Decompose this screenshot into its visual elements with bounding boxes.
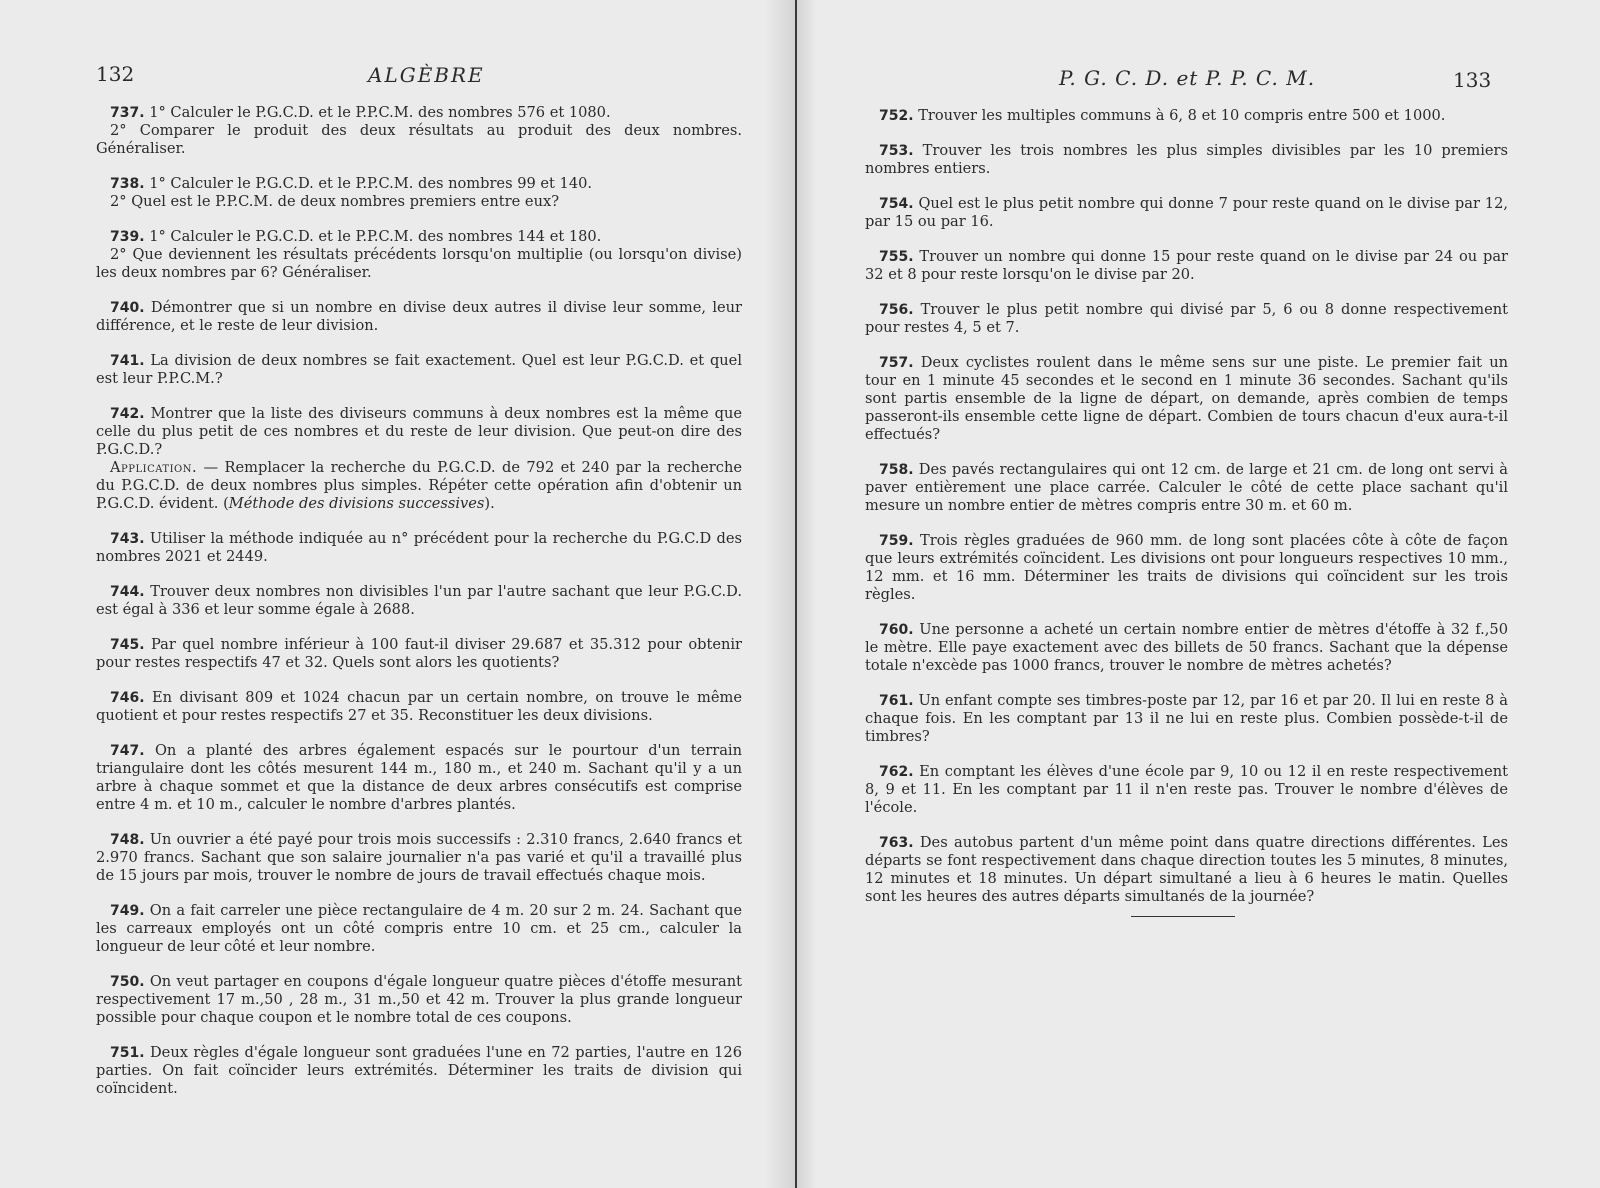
exercise-text: Trouver les trois nombres les plus simples divisibles par les 10 premiers nombres entiers. bbox=[865, 142, 1508, 177]
exercise-number: 763. bbox=[879, 835, 914, 851]
exercise-column bbox=[865, 107, 1508, 923]
exercise-text: Trouver le plus petit nombre qui divisé par 5, 6 ou 8 donne respectivement pour restes 4, 5 et 7. bbox=[865, 301, 1508, 336]
exercise-number: 742. bbox=[110, 406, 145, 422]
exercise-text: La division de deux nombres se fait exactement. Quel est leur P.G.C.D. et quel est leur P.P.C.M.? bbox=[96, 352, 742, 387]
exercise-738 bbox=[96, 175, 742, 211]
exercise-748 bbox=[96, 831, 742, 885]
exercise-text: Utiliser la méthode indiquée au n° précédent pour la recherche du P.G.C.D des nombres 2021 et 2449. bbox=[96, 530, 742, 565]
exercise-758 bbox=[865, 461, 1508, 515]
exercise-742 bbox=[96, 405, 742, 513]
exercise-text: Démontrer que si un nombre en divise deux autres il divise leur somme, leur différence, et le reste de leur division. bbox=[96, 299, 743, 334]
exercise-759 bbox=[865, 532, 1508, 604]
exercise-741 bbox=[96, 352, 742, 388]
exercise-739 bbox=[96, 228, 742, 282]
page-number: 133 bbox=[1453, 68, 1492, 92]
application-text: — Remplacer la recherche du P.G.C.D. de 792 et 240 par la recherche du P.G.C.D. de deux nombres plus simples. Répéter cette opération afin d'obtenir un P.G.C.D. évident. ( bbox=[96, 459, 742, 512]
gutter-shadow bbox=[797, 0, 817, 1188]
exercise-text: Un enfant compte ses timbres-poste par 12, par 16 et par 20. Il lui en reste 8 à chaque fois. En les comptant par 13 il ne lui en reste plus. Combien possède-t-il de timbres? bbox=[865, 692, 1509, 745]
application-method: Méthode des divisions successives bbox=[228, 495, 485, 512]
exercise-753 bbox=[865, 142, 1508, 178]
exercise-text: On a planté des arbres également espacés sur le pourtour d'un terrain triangulaire dont les côtés mesurent 144 m., 180 m., et 240 m. Sachant qu'il y a un arbre à chaque sommet et que la distance de deux arbres consécutifs est comprise entre 4 m. et 10 m., calculer le nombre d'arbres plantés. bbox=[96, 742, 742, 813]
exercise-text: 2° Comparer le produit des deux résultats au produit des deux nombres. Généraliser. bbox=[96, 122, 742, 157]
exercise-number: 762. bbox=[879, 764, 914, 780]
exercise-text: Quel est le plus petit nombre qui donne 7 pour reste quand on le divise par 12, par 15 ou par 16. bbox=[865, 195, 1509, 230]
exercise-number: 743. bbox=[110, 531, 145, 547]
exercise-number: 753. bbox=[879, 143, 914, 159]
exercise-text: En divisant 809 et 1024 chacun par un certain nombre, on trouve le même quotient et pour restes respectifs 27 et 35. Reconstituer les deux divisions. bbox=[96, 689, 743, 724]
page-number: 132 bbox=[96, 62, 135, 86]
exercise-text: Deux cyclistes roulent dans le même sens sur une piste. Le premier fait un tour en 1 minute 45 secondes et le second en 1 minute 36 secondes. Sachant qu'ils sont partis ensemble de la ligne de départ, on demande, après combien de temps passeront-ils ensemble cette ligne de départ. Combien de tours chacun d'eux aura-t-il effectués? bbox=[865, 354, 1508, 443]
exercise-number: 746. bbox=[110, 690, 145, 706]
exercise-number: 752. bbox=[879, 108, 914, 124]
exercise-756 bbox=[865, 301, 1508, 337]
exercise-746 bbox=[96, 689, 742, 725]
right-page bbox=[797, 0, 1600, 1188]
exercise-number: 745. bbox=[110, 637, 145, 653]
exercise-text: 1° Calculer le P.G.C.D. et le P.P.C.M. des nombres 576 et 1080. bbox=[149, 104, 611, 121]
exercise-text: 2° Quel est le P.P.C.M. de deux nombres premiers entre eux? bbox=[110, 193, 560, 210]
exercise-744 bbox=[96, 583, 742, 619]
exercise-number: 740. bbox=[110, 300, 145, 316]
exercise-text: En comptant les élèves d'une école par 9, 10 ou 12 il en reste respectivement 8, 9 et 11. En les comptant par 11 il n'en reste pas. Trouver le nombre d'élèves de l'école. bbox=[865, 763, 1509, 816]
exercise-number: 748. bbox=[110, 832, 145, 848]
exercise-737 bbox=[96, 104, 742, 158]
application-end: ). bbox=[484, 495, 495, 512]
exercise-number: 747. bbox=[110, 743, 145, 759]
exercise-text: 1° Calculer le P.G.C.D. et le P.P.C.M. des nombres 99 et 140. bbox=[149, 175, 593, 192]
end-rule bbox=[1131, 916, 1235, 917]
exercise-745 bbox=[96, 636, 742, 672]
exercise-number: 741. bbox=[110, 353, 145, 369]
exercise-text: Trois règles graduées de 960 mm. de long sont placées côte à côte de façon que leurs extrémités coïncident. Les divisions ont pour longueurs respectives 10 mm., 12 mm. et 16 mm. Déterminer les traits de divisions qui coïncident sur les trois règles. bbox=[865, 532, 1509, 603]
application-label: Application. bbox=[110, 459, 198, 476]
exercise-text: Trouver les multiples communs à 6, 8 et 10 compris entre 500 et 1000. bbox=[918, 107, 1446, 124]
exercise-text: Une personne a acheté un certain nombre entier de mètres d'étoffe à 32 f.,50 le mètre. Elle paye exactement avec des billets de 50 francs. Sachant que la dépense totale n'excède pas 1000 francs, trouver le nombre de mètres achetés? bbox=[865, 621, 1509, 674]
exercise-text: On veut partager en coupons d'égale longueur quatre pièces d'étoffe mesurant respectivement 17 m.,50 , 28 m., 31 m.,50 et 42 m. Trouver la plus grande longueur possible pour chaque coupon et le nombre total de ces coupons. bbox=[96, 973, 742, 1026]
exercise-752 bbox=[865, 107, 1508, 125]
exercise-number: 759. bbox=[879, 533, 914, 549]
exercise-text: Trouver deux nombres non divisibles l'un par l'autre sachant que leur P.G.C.D. est égal à 336 et leur somme égale à 2688. bbox=[96, 583, 743, 618]
exercise-755 bbox=[865, 248, 1508, 284]
exercise-760 bbox=[865, 621, 1508, 675]
gutter-shadow bbox=[765, 0, 795, 1188]
exercise-text: Par quel nombre inférieur à 100 faut-il diviser 29.687 et 35.312 pour obtenir pour restes respectifs 47 et 32. Quels sont alors les quotients? bbox=[96, 636, 742, 671]
exercise-757 bbox=[865, 354, 1508, 444]
exercise-750 bbox=[96, 973, 742, 1027]
exercise-number: 744. bbox=[110, 584, 145, 600]
exercise-text: Des pavés rectangulaires qui ont 12 cm. de large et 21 cm. de long ont servi à paver entièrement une place carrée. Calculer le côté de cette place sachant qu'il mesure un nombre entier de mètres compris entre 30 m. et 60 m. bbox=[865, 461, 1508, 514]
exercise-number: 738. bbox=[110, 176, 145, 192]
exercise-number: 739. bbox=[110, 229, 145, 245]
running-head: ALGÈBRE bbox=[368, 63, 485, 87]
exercise-text: On a fait carreler une pièce rectangulaire de 4 m. 20 sur 2 m. 24. Sachant que les carreaux employés ont un côté compris entre 10 cm. et 25 cm., calculer la longueur de leur côté et leur nombre. bbox=[96, 902, 742, 955]
exercise-text: Des autobus partent d'un même point dans quatre directions différentes. Les départs se font respectivement dans chaque direction toutes les 5 minutes, 8 minutes, 12 minutes et 18 minutes. Un départ simultané a lieu à 6 heures le matin. Quelles sont les heures des autres départs simultanés de la journée? bbox=[865, 834, 1509, 905]
exercise-text: 2° Que deviennent les résultats précédents lorsqu'on multiplie (ou lorsqu'on divise) les deux nombres par 6? Généraliser. bbox=[96, 246, 742, 281]
exercise-743 bbox=[96, 530, 742, 566]
left-page bbox=[0, 0, 795, 1188]
exercise-number: 749. bbox=[110, 903, 145, 919]
exercise-number: 750. bbox=[110, 974, 145, 990]
exercise-number: 754. bbox=[879, 196, 914, 212]
exercise-text: 1° Calculer le P.G.C.D. et le P.P.C.M. des nombres 144 et 180. bbox=[149, 228, 602, 245]
exercise-740 bbox=[96, 299, 742, 335]
exercise-text: Deux règles d'égale longueur sont graduées l'une en 72 parties, l'autre en 126 parties. On fait coïncider leurs extrémités. Déterminer les traits de division qui coïncident. bbox=[96, 1044, 742, 1097]
exercise-762 bbox=[865, 763, 1508, 817]
exercise-number: 761. bbox=[879, 693, 914, 709]
exercise-754 bbox=[865, 195, 1508, 231]
exercise-text: Montrer que la liste des diviseurs communs à deux nombres est la même que celle du plus petit de ces nombres et du reste de leur division. Que peut-on dire des P.G.C.D.? bbox=[96, 405, 743, 458]
exercise-number: 757. bbox=[879, 355, 914, 371]
exercise-number: 756. bbox=[879, 302, 914, 318]
exercise-761 bbox=[865, 692, 1508, 746]
exercise-number: 758. bbox=[879, 462, 914, 478]
exercise-number: 751. bbox=[110, 1045, 145, 1061]
exercise-747 bbox=[96, 742, 742, 814]
exercise-number: 755. bbox=[879, 249, 914, 265]
exercise-number: 737. bbox=[110, 105, 145, 121]
exercise-749 bbox=[96, 902, 742, 956]
exercise-text: Un ouvrier a été payé pour trois mois successifs : 2.310 francs, 2.640 francs et 2.970 francs. Sachant que son salaire journalier n'a pas varié et qu'il a travaillé plus de 15 jours par mois, trouver le nombre de jours de travail effectués chaque mois. bbox=[96, 831, 743, 884]
exercise-number: 760. bbox=[879, 622, 914, 638]
exercise-column bbox=[96, 104, 742, 1115]
exercise-751 bbox=[96, 1044, 742, 1098]
running-head: P. G. C. D. et P. P. C. M. bbox=[1059, 66, 1316, 90]
exercise-text: Trouver un nombre qui donne 15 pour reste quand on le divise par 24 ou par 32 et 8 pour reste lorsqu'on le divise par 20. bbox=[865, 248, 1509, 283]
exercise-763 bbox=[865, 834, 1508, 906]
